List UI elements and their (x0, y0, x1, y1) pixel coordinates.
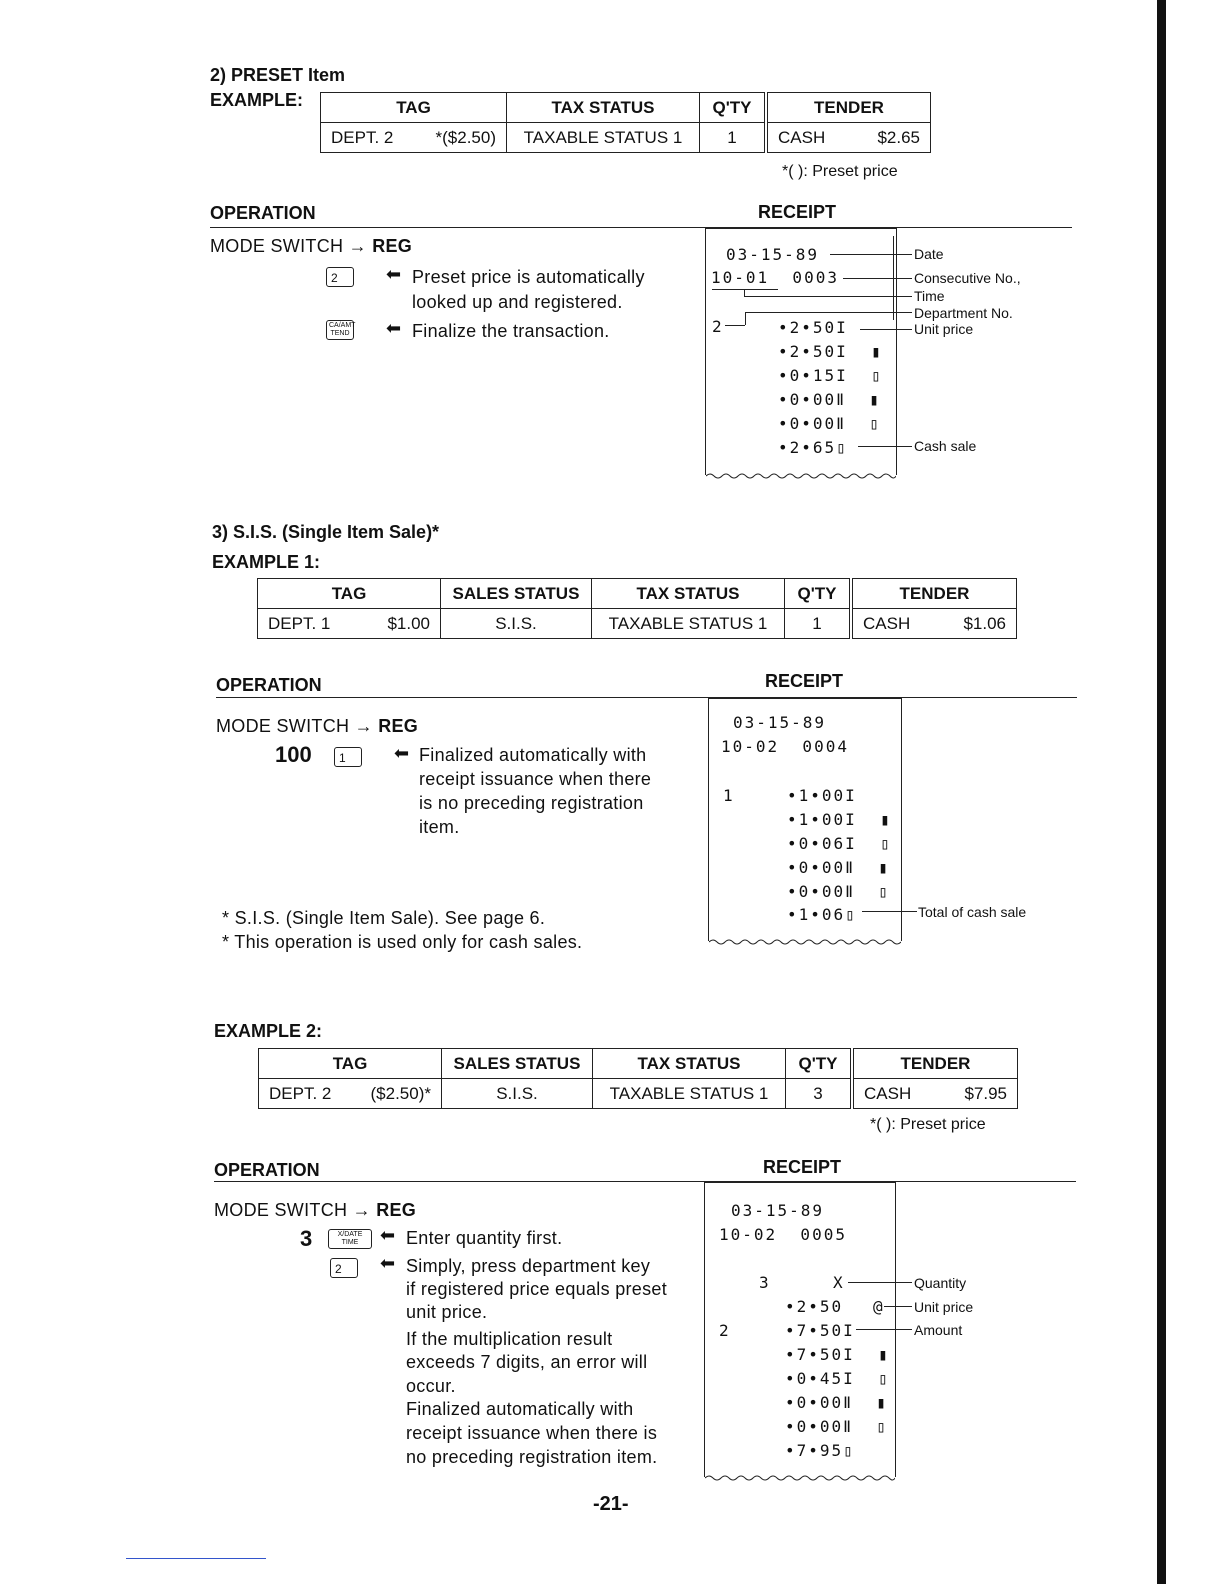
receipt-tear-edge (706, 472, 896, 480)
header-sales-status: SALES STATUS (441, 579, 592, 609)
footnote: * S.I.S. (Single Item Sale). See page 6. (222, 908, 546, 928)
mode-switch-text (210, 234, 412, 258)
receipt-dept: 2 (712, 317, 724, 336)
receipt-line: •7•95▯ (785, 1441, 855, 1460)
sis-example1-table (257, 578, 1017, 639)
arrow-left-icon: ⬅ (394, 743, 410, 763)
cell-tag (259, 1079, 442, 1109)
receipt-dept: 2 (719, 1321, 731, 1340)
cell-qty: 3 (786, 1079, 853, 1109)
receipt-line: •0•00Ⅱ ▯ (787, 882, 890, 901)
receipt-line: •0•00Ⅱ ▮ (778, 390, 881, 409)
header-tag: TAG (258, 579, 441, 609)
preset-price-note: *( ): Preset price (870, 1116, 986, 1133)
cell-sales: S.I.S. (442, 1079, 593, 1109)
annotation-amount: Amount (914, 1322, 963, 1338)
receipt-line: •2•50I ▮ (778, 342, 883, 361)
section-rule (216, 697, 1077, 698)
annotation-quantity: Quantity (914, 1275, 967, 1291)
dept-1-key[interactable]: 1 (334, 747, 362, 767)
receipt-line: •0•00Ⅱ ▯ (785, 1417, 888, 1436)
mode-value: REG (372, 236, 413, 256)
annotation-leader (856, 1329, 912, 1330)
annotation-leader (848, 1282, 912, 1283)
step1-text-1: Preset price is automatically (412, 267, 645, 287)
page-edge-bar (1157, 0, 1166, 1584)
arrow-left-icon: ⬅ (380, 1253, 396, 1273)
header-tender: TENDER (851, 579, 1017, 609)
dept-2-key[interactable]: 2 (326, 267, 354, 287)
annotation-time: Time (914, 288, 945, 304)
header-tag: TAG (321, 93, 507, 123)
step-text: receipt issuance when there (419, 769, 652, 789)
receipt-sis-1 (708, 698, 902, 941)
tender-amount: $1.06 (963, 613, 1006, 633)
header-tender: TENDER (852, 1049, 1018, 1079)
arrow-left-icon: ⬅ (386, 264, 402, 284)
receipt-line: •1•06▯ (787, 905, 857, 924)
annotation-consecutive: Consecutive No., (914, 270, 1021, 286)
receipt-date: 03-15-89 (726, 245, 820, 264)
receipt-line: •1•00I (787, 786, 857, 805)
receipt-date: 03-15-89 (731, 1201, 825, 1220)
mode-prefix: MODE SWITCH → (216, 716, 379, 736)
header-qty: Q'TY (785, 579, 852, 609)
annotation-leader (744, 289, 745, 296)
mode-value: REG (378, 716, 419, 736)
cell-tender (766, 123, 931, 153)
preset-example-table (320, 92, 931, 153)
multiply-date-time-key[interactable]: X/DATE TIME (328, 1229, 372, 1249)
annotation-leader (744, 296, 912, 297)
mode-prefix: MODE SWITCH → (210, 236, 373, 256)
cell-qty: 1 (700, 123, 767, 153)
receipt-label: RECEIPT (758, 202, 837, 222)
cell-tag (321, 123, 507, 153)
step1-text: Enter quantity first. (406, 1228, 563, 1248)
cell-qty: 1 (785, 609, 852, 639)
annotation-leader (745, 312, 746, 325)
header-tender: TENDER (766, 93, 931, 123)
receipt-line: •0•00Ⅱ ▯ (778, 414, 881, 433)
step2-text: Finalized automatically with (406, 1399, 634, 1419)
step-text: item. (419, 817, 460, 837)
preset-price-note: *( ): Preset price (782, 163, 898, 180)
annotation-unit-price: Unit price (914, 321, 974, 337)
receipt-consecutive: 10-02 0004 (721, 737, 849, 756)
annotation-leader (843, 278, 912, 279)
cell-tax: TAXABLE STATUS 1 (592, 609, 785, 639)
operation-label: OPERATION (210, 203, 316, 223)
receipt-line: •1•00I ▮ (787, 810, 892, 829)
step2-text: no preceding registration item. (406, 1447, 658, 1467)
mode-value: REG (376, 1200, 417, 1220)
section-title-sis: 3) S.I.S. (Single Item Sale)* (212, 522, 440, 542)
tag-price: *($2.50) (435, 127, 496, 147)
dept-2-key[interactable]: 2 (330, 1258, 358, 1278)
receipt-label: RECEIPT (765, 671, 844, 691)
receipt-unit-price: •2•50 (785, 1297, 844, 1316)
example2-label: EXAMPLE 2: (214, 1021, 323, 1041)
tag-dept: DEPT. 2 (269, 1083, 332, 1103)
receipt-quantity-mark: X (833, 1273, 845, 1292)
annotation-total-cash-sale: Total of cash sale (918, 904, 1027, 920)
cell-tax: TAXABLE STATUS 1 (507, 123, 700, 153)
step2-text: receipt issuance when there is (406, 1423, 658, 1443)
receipt-line: •0•15I ▯ (778, 366, 883, 385)
receipt-line: •7•50I ▮ (785, 1345, 890, 1364)
example-label: EXAMPLE: (210, 90, 304, 110)
annotation-leader (830, 254, 912, 255)
receipt-tear-edge (705, 1474, 895, 1482)
operation-label: OPERATION (214, 1160, 320, 1180)
header-tag: TAG (259, 1049, 442, 1079)
receipt-label: RECEIPT (763, 1157, 842, 1177)
tender-amount: $2.65 (877, 127, 920, 147)
header-qty: Q'TY (786, 1049, 853, 1079)
step2-text: occur. (406, 1376, 456, 1396)
tag-dept: DEPT. 2 (331, 127, 394, 147)
cell-tag (258, 609, 441, 639)
annotation-bracket (893, 236, 894, 320)
annotation-unit-price: Unit price (914, 1299, 974, 1315)
tag-price: ($2.50)* (370, 1083, 431, 1103)
mode-switch-text (214, 1198, 416, 1222)
annotation-leader (860, 329, 912, 330)
tag-price: $1.00 (387, 613, 430, 633)
receipt-preset (705, 228, 897, 475)
receipt-consecutive: 10-02 0005 (719, 1225, 847, 1244)
header-tax-status: TAX STATUS (592, 579, 785, 609)
step2-text: unit price. (406, 1302, 488, 1322)
tender-type: CASH (863, 613, 911, 633)
step-text: Finalized automatically with (419, 745, 647, 765)
cell-sales: S.I.S. (441, 609, 592, 639)
receipt-line: •0•00Ⅱ ▮ (785, 1393, 888, 1412)
quantity-entry: 3 (300, 1226, 313, 1251)
annotation-leader (884, 1306, 912, 1307)
example1-label: EXAMPLE 1: (212, 552, 321, 572)
section-rule (210, 227, 1072, 228)
sis-example2-table (258, 1048, 1018, 1109)
receipt-date: 03-15-89 (733, 713, 827, 732)
receipt-dept: 1 (723, 786, 735, 805)
receipt-quantity: 3 (759, 1273, 771, 1292)
tender-type: CASH (778, 127, 826, 147)
annotation-leader (725, 325, 745, 326)
mode-prefix: MODE SWITCH → (214, 1200, 377, 1220)
header-tax-status: TAX STATUS (507, 93, 700, 123)
annotation-leader (712, 289, 778, 290)
annotation-leader (858, 446, 912, 447)
annotation-cash-sale: Cash sale (914, 438, 977, 454)
receipt-line: •0•45I ▯ (785, 1369, 890, 1388)
receipt-line: •7•50I (785, 1321, 855, 1340)
step2-text: Simply, press department key (406, 1256, 651, 1276)
annotation-leader (862, 911, 917, 912)
page-number: -21- (593, 1493, 629, 1515)
mode-switch-text (216, 714, 418, 738)
step2-text: exceeds 7 digits, an error will (406, 1352, 648, 1372)
step2-text: if registered price equals preset (406, 1279, 668, 1299)
step-text: is no preceding registration (419, 793, 644, 813)
section-rule (214, 1181, 1076, 1182)
header-sales-status: SALES STATUS (442, 1049, 593, 1079)
receipt-unit-mark: @ (873, 1297, 885, 1316)
footnote: * This operation is used only for cash sales. (222, 932, 583, 952)
annotation-leader (745, 312, 912, 313)
step1-text-2: looked up and registered. (412, 292, 623, 312)
arrow-left-icon: ⬅ (386, 318, 402, 338)
annotation-date: Date (914, 246, 944, 262)
annotation-dept: Department No. (914, 305, 1013, 321)
header-tax-status: TAX STATUS (593, 1049, 786, 1079)
step2-text: If the multiplication result (406, 1329, 613, 1349)
tag-dept: DEPT. 1 (268, 613, 331, 633)
section-title-preset: 2) PRESET Item (210, 65, 346, 85)
step2-text: Finalize the transaction. (412, 321, 610, 341)
cell-tax: TAXABLE STATUS 1 (593, 1079, 786, 1109)
header-qty: Q'TY (700, 93, 767, 123)
arrow-left-icon: ⬅ (380, 1225, 396, 1245)
footer-link-rule (126, 1558, 266, 1559)
receipt-line: •2•50I (778, 318, 848, 337)
cell-tender (852, 1079, 1018, 1109)
receipt-consecutive: 10-01 0003 (711, 268, 839, 287)
ca-amt-tend-key[interactable]: CA/AMT TEND (326, 320, 354, 340)
receipt-line: •2•65▯ (778, 438, 848, 457)
receipt-line: •0•06I ▯ (787, 834, 892, 853)
cell-tender (851, 609, 1017, 639)
receipt-tear-edge (709, 938, 901, 946)
tender-amount: $7.95 (964, 1083, 1007, 1103)
amount-entry: 100 (275, 742, 312, 767)
operation-label: OPERATION (216, 675, 322, 695)
tender-type: CASH (864, 1083, 912, 1103)
receipt-line: •0•00Ⅱ ▮ (787, 858, 890, 877)
